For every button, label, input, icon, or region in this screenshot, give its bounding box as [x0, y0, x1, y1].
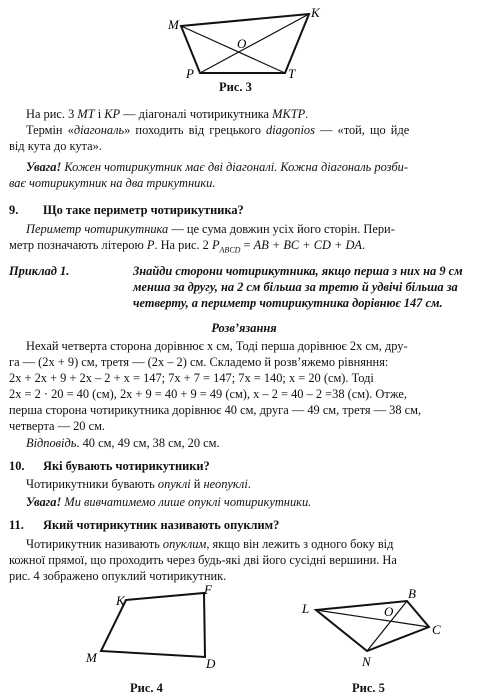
- fig5-label-o: O: [384, 604, 394, 619]
- fig4-label-m: M: [86, 650, 97, 665]
- question-9-number: 9.: [9, 203, 19, 217]
- fig3-label-o: O: [237, 36, 247, 51]
- fig4-label-f: F: [204, 582, 212, 597]
- fig4-label-k: K: [116, 593, 125, 608]
- solution-line-6: четверта — 20 см.: [9, 419, 106, 433]
- paragraph-perimeter-cont: метр позначають літерою P. На рис. 2 $P_{ABCD}$ = AB + BC + CD + DA.: [9, 238, 366, 255]
- example-1-line-3: четверту, а периметр чотирикутника дорівнює 147 см.: [133, 296, 443, 310]
- figure-5: [296, 582, 456, 674]
- fig5-label-c: C: [432, 622, 441, 637]
- solution-heading: Розв’язання: [211, 321, 277, 335]
- paragraph-term: Термін «діагональ» походить від грецького diagonios — «той, що йде: [26, 123, 410, 137]
- paragraph-term-cont: від кута до кута».: [9, 139, 102, 153]
- question-10-title: Які бувають чотирикутники?: [43, 459, 210, 473]
- fig5-caption: Рис. 5: [352, 681, 385, 695]
- paragraph-diagonals: На рис. 3 MT і KP — діагоналі чотирикутника MKTP.: [26, 107, 309, 121]
- paragraph-perimeter: Периметр чотирикутника — це сума довжин усіх його сторін. Пери-: [26, 222, 395, 236]
- fig4-caption: Рис. 4: [130, 681, 163, 695]
- fig5-label-l: L: [302, 601, 310, 616]
- solution-line-4: 2x = 2 · 20 = 40 (см), 2x + 9 = 40 + 9 = 49 (см), x – 2 = 40 – 2 =38 (см). Отже,: [9, 387, 407, 401]
- fig5-label-n: N: [362, 654, 371, 669]
- solution-line-3: 2x + 2x + 9 + 2x – 2 + x = 147; 7x + 7 = 147; 7x = 140; x = 20 (см). Тоді: [9, 371, 374, 385]
- question-10-number: 10.: [9, 459, 25, 473]
- figure-3: [160, 0, 330, 82]
- example-1-line-1: Знайди сторони чотирикутника, якщо перша з них на 9 см: [133, 264, 463, 278]
- note-attention-1: Увага! Кожен чотирикутник має дві діагоналі. Кожна діагональ розби-: [26, 160, 408, 174]
- fig3-caption: Рис. 3: [219, 80, 252, 94]
- note-attention-1-cont: ває чотирикутник на два трикутники.: [9, 176, 216, 190]
- figure-4: [80, 582, 240, 674]
- question-11-title: Який чотирикутник називають опуклим?: [43, 518, 280, 532]
- question-9-title: Що таке периметр чотирикутника?: [43, 203, 244, 217]
- answer-line: Відповідь. 40 см, 49 см, 38 см, 20 см.: [26, 436, 220, 450]
- example-1-line-2: менша за другу, на 2 см більша за третю й удвічі більша за: [133, 280, 458, 294]
- fig3-label-p: P: [186, 66, 194, 81]
- paragraph-convex: Чотирикутник називають опуклим, якщо він лежить з одного боку від: [26, 537, 394, 551]
- paragraph-convex-cont-2: рис. 4 зображено опуклий чотирикутник.: [9, 569, 227, 583]
- fig3-label-t: T: [288, 66, 296, 81]
- solution-line-2: га — (2x + 9) см, третя — (2x – 2) см. Складемо й розв’яжемо рівняння:: [9, 355, 389, 369]
- solution-line-1: Нехай четверта сторона дорівнює x см, Тоді перша дорівнює 2x см, дру-: [26, 339, 408, 353]
- question-11-number: 11.: [9, 518, 24, 532]
- fig5-label-b: B: [408, 586, 416, 601]
- fig3-label-m: M: [168, 17, 179, 32]
- solution-line-5: перша сторона чотирикутника дорівнює 40 см, друга — 49 см, третя — 38 см,: [9, 403, 422, 417]
- paragraph-convex-cont-1: кожної прямої, що проходить через будь-які дві його сусідні вершини. На: [9, 553, 397, 567]
- fig3-label-k: K: [311, 5, 320, 20]
- example-1-label: Приклад 1.: [9, 264, 70, 278]
- paragraph-types: Чотирикутники бувають опуклі й неопуклі.: [26, 477, 251, 491]
- fig4-label-d: D: [206, 656, 216, 671]
- note-attention-2: Увага! Ми вивчатимемо лише опуклі чотирикутники.: [26, 495, 312, 509]
